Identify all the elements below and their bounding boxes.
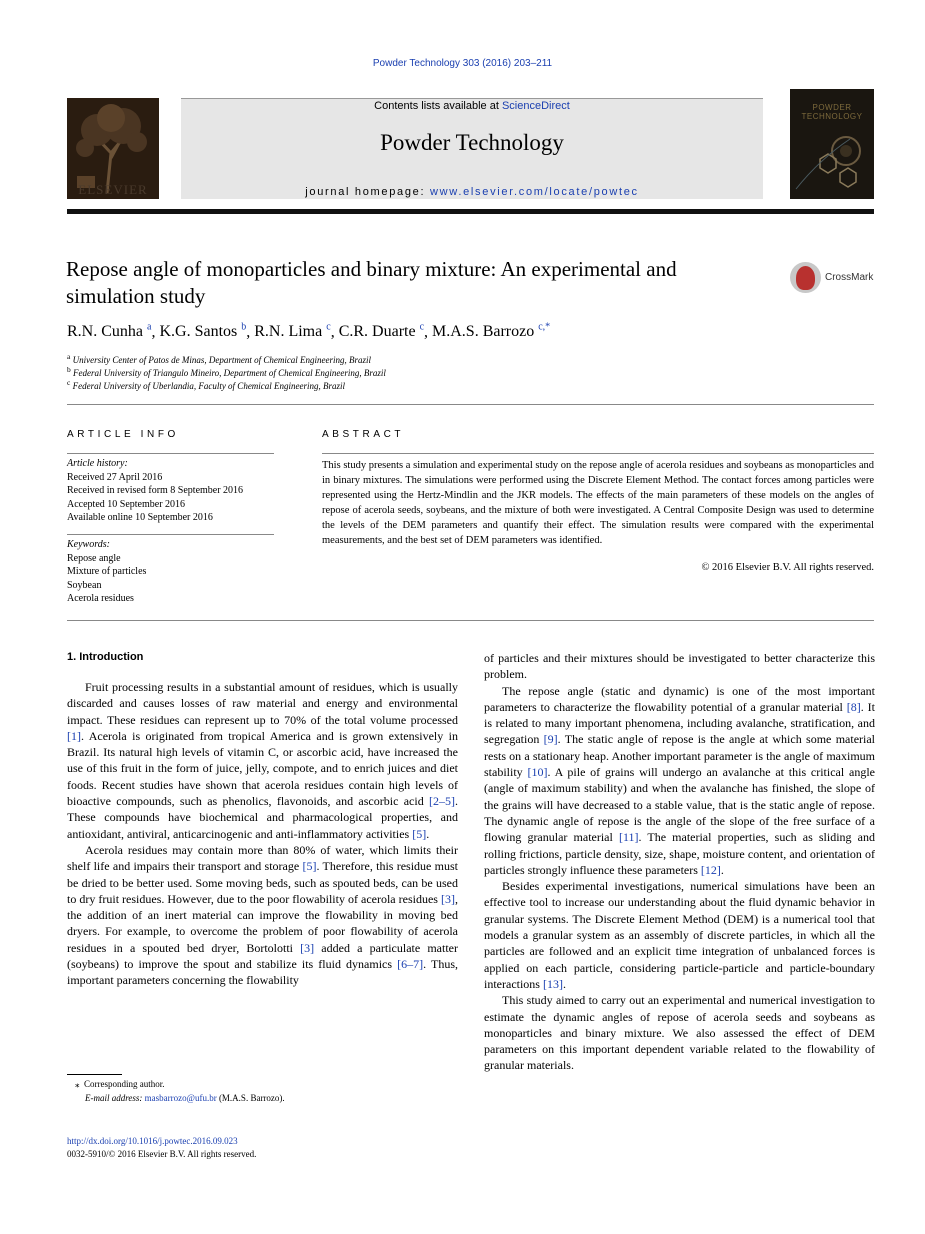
text-run: . — [562, 976, 566, 991]
footnote-marker: ⁎ — [75, 1079, 80, 1089]
text-run: Besides experimental investigations, numerical simulations have been an effective tool to increase our understanding about the fluid dynamic behavior in granular systems. The Discrete Element Method (DEM) is a numerical tool that models a granular system as an assembly of discrete particles, in which all the particles are followed and an explicit time integration of unbalanced forces is applied on each particle, considering particle-particle and particle-boundary interactions — [484, 879, 875, 991]
section-heading: 1. Introduction — [67, 651, 144, 663]
keyword: Repose angle — [67, 552, 121, 564]
journal-cover — [790, 89, 874, 199]
journal-title: Powder Technology — [380, 130, 564, 155]
doi-link[interactable]: http://dx.doi.org/10.1016/j.powtec.2016.09.023 — [67, 1136, 238, 1146]
cover-title: POWDER TECHNOLOGY — [801, 103, 863, 121]
text-run: . Therefore, this residue must be dried to be better used. Some moving beds, such as spouted beds, can be used to dry fruit residues. However, due to the poor flowability of acerola residues — [67, 859, 458, 906]
text-run: , the addition of an inert material can improve the flowability in moving bed dryers. For example, to overcome the problem of poor flowability of acerola residues in a spouted bed dryer, Bortolotti — [67, 891, 458, 955]
paragraph — [67, 679, 458, 842]
text-run: . It is related to many important phenomena, including avalanche, stratification, and segregation — [484, 699, 875, 747]
left-paragraphs — [67, 679, 458, 989]
text-run: . The material properties, such as sliding and rolling frictions, particle density, size, shape, moisture content, and orientation of particles strongly influence these parameters — [484, 830, 875, 877]
text-run: . Thus, important parameters concerning the flowability — [67, 957, 458, 988]
paragraph — [484, 683, 875, 879]
abstract-heading: ABSTRACT — [322, 429, 405, 440]
text-run: This study aimed to carry out an experimental and numerical investigation to estimate the dynamic angles of repose of acerola seeds and soybeans as monoparticles and binary mixture. We also assessed the effect of DEM parameters on this important dependent variable related to the flowability of granular materials. — [484, 993, 875, 1073]
text-run: . These compounds have biochemical and pharmacological properties, and antioxidant, antiviral, anticarcinogenic and anti-inflammatory activities — [67, 794, 458, 841]
page-footer — [67, 1135, 256, 1160]
citation-link[interactable]: [5] — [412, 826, 427, 841]
homepage-link[interactable]: www.elsevier.com/locate/powtec — [430, 186, 639, 198]
author-list: R.N. Cunha $^a$, K.G. Santos $^b$, R.N. Lima $^c$, C.R. Duarte $^c$, M.A.S. Barrozo $^{c,*}$ — [67, 322, 551, 341]
text-run: The repose angle (static and dynamic) is one of the most important parameters to characterize the flowability potential of a granular material — [484, 683, 875, 714]
article-history-label: Article history: — [67, 458, 128, 469]
issn-copyright: 0032-5910/© 2016 Elsevier B.V. All rights reserved. — [67, 1148, 257, 1159]
paragraph — [484, 992, 875, 1073]
right-paragraphs — [484, 650, 875, 1074]
elsevier-logo-text: ELSEVIER — [78, 182, 148, 197]
author: C.R. Duarte $^c$ — [338, 322, 425, 341]
text-run: . — [426, 826, 430, 841]
paragraph — [484, 650, 875, 683]
contents-prefix: Contents lists available at — [374, 100, 502, 112]
sciencedirect-link[interactable]: ScienceDirect — [501, 100, 570, 112]
citation-link[interactable]: [3] — [300, 940, 315, 955]
abstract-copyright: © 2016 Elsevier B.V. All rights reserved. — [701, 562, 874, 573]
divider — [67, 404, 874, 405]
keywords — [67, 538, 277, 606]
author: R.N. Cunha $^a$ — [67, 322, 152, 341]
divider — [67, 453, 274, 454]
author-affiliation-link[interactable]: a — [147, 322, 152, 333]
paragraph — [484, 878, 875, 992]
article-history — [67, 457, 277, 525]
divider — [67, 620, 874, 621]
keywords-label: Keywords: — [67, 539, 110, 550]
body-column-right — [484, 650, 875, 1074]
citation-link[interactable]: [8] — [846, 699, 861, 714]
citation-link[interactable]: [10] — [527, 765, 548, 780]
text-run: . The static angle of repose is the angle at which some material rests on a stationary heap. Another important parameter is the angle of maximum stability — [484, 732, 876, 780]
crossmark-badge[interactable] — [790, 261, 880, 295]
divider — [322, 453, 874, 454]
author-affiliation-link[interactable]: b — [241, 322, 247, 333]
text-run: added a particulate matter (soybeans) to improve the spout and stabilize its fluid dynamics — [67, 940, 458, 972]
corresponding-author-note: ⁎ Corresponding author. — [75, 1079, 165, 1089]
article-info-heading: ARTICLE INFO — [67, 429, 179, 440]
author-affiliation-link[interactable]: c,* — [538, 322, 551, 333]
article-title — [66, 256, 766, 310]
paragraph — [67, 842, 458, 989]
author: K.G. Santos $^b$ — [159, 322, 247, 341]
email-note: E-mail address: masbarrozo@ufu.br (M.A.S. Barrozo). — [85, 1092, 285, 1103]
citation-link[interactable]: [2–5] — [429, 794, 455, 809]
history-item: Received in revised form 8 September 2016 — [67, 485, 244, 496]
author-affiliation-link[interactable]: c — [419, 322, 425, 333]
contents-line — [181, 100, 763, 112]
citation-link[interactable]: [6–7] — [397, 957, 424, 972]
keyword: Acerola residues — [67, 593, 134, 604]
text-run: Fruit processing results in a substantial amount of residues, which is usually discarded and causes losses of raw material and energy and environmental impact. These residues can represent up to 70% of the total volume processed — [67, 680, 458, 727]
crossmark-label: CrossMark — [825, 272, 874, 283]
citation-link[interactable]: [12] — [700, 862, 721, 877]
author: R.N. Lima $^c$ — [254, 322, 331, 341]
footnote — [67, 1078, 285, 1105]
citation-link[interactable]: [5] — [302, 859, 317, 874]
history-item: Received 27 April 2016 — [67, 471, 163, 483]
affiliation: $^c$ Federal University of Uberlandia, Faculty of Chemical Engineering, Brazil — [67, 378, 346, 391]
cover-art-icon — [790, 89, 874, 199]
author: M.A.S. Barrozo $^{c,*}$ — [432, 322, 551, 341]
text-run: of particles and their mixtures should be investigated to better characterize this problem. — [484, 651, 875, 682]
abstract-text: This study presents a simulation and experimental study on the repose angle of acerola residues and soybeans as monoparticles and in binary mixtures. The simulations were performed using the Discrete Element Method. The contact forces among particles were represented using the Hertz-Mindlin and the JKR models. The effects of the main parameters of these models on the angles of repose of acerola seeds, soybeans, and the mixture of both were investigated. A Central Composite Design was used to determine the levels of the DEM parameters and quantify their effect. The simulation results were compared with the experimental measurements, and the best set of DEM parameters was identified. — [322, 460, 874, 546]
citation-link[interactable]: [9] — [543, 732, 558, 747]
article-title-line-2: simulation study — [66, 284, 206, 308]
header-rule — [67, 209, 874, 214]
body-column-left — [67, 650, 458, 989]
affiliation: $^b$ Federal University of Triangulo Mineiro, Department of Chemical Engineering, Brazil — [67, 365, 386, 378]
citation-link[interactable]: [3] — [441, 891, 455, 906]
homepage-line — [181, 186, 763, 198]
article-title-line-1: Repose angle of monoparticles and binary mixture: An experimental and — [66, 257, 677, 281]
footnote-rule — [67, 1074, 122, 1075]
email-link[interactable]: masbarrozo@ufu.br — [144, 1092, 217, 1103]
elsevier-logo — [67, 98, 159, 199]
keyword: Mixture of particles — [67, 566, 147, 577]
text-run: Acerola residues may contain more than 80% of water, which limits their shelf life and impairs their transport and storage — [67, 842, 458, 874]
history-item: Accepted 10 September 2016 — [67, 498, 186, 510]
homepage-prefix: journal homepage: — [305, 186, 431, 198]
citation-link[interactable]: [1] — [67, 728, 81, 743]
text-run: . A pile of grains will undergo an avalanche at this critical angle (angle of maximum stability) and when the avalanche has finished, the slope of the grains will have decreased to a stable value, that is the static angle of repose. The dynamic angle of repose is the angle of the slope of the free surface of a flowing granular material — [484, 765, 875, 845]
divider — [67, 534, 274, 535]
citation-link[interactable]: [13] — [542, 976, 563, 991]
crossmark-icon — [790, 262, 821, 293]
author-affiliation-link[interactable]: c — [326, 322, 331, 333]
journal-reference[interactable]: Powder Technology 303 (2016) 203–211 — [372, 58, 553, 69]
citation-link[interactable]: [11] — [618, 830, 639, 845]
history-item: Available online 10 September 2016 — [67, 512, 213, 523]
text-run: . Acerola is originated from tropical America and is grown extensively in Brazil. Its natural high levels of vitamin C, or ascorbic acid, have increased the use of this fruit in the form of juice, jelly, compote, and to enrich juices and diet foods. Recent studies have shown that acerola residues contain high levels of bioactive compounds, such as phenolics, flavonoids, and ascorbic acid — [67, 728, 458, 809]
text-run: . — [720, 862, 724, 877]
affiliation: $^a$ University Center of Patos de Minas, Department of Chemical Engineering, Brazil — [67, 352, 372, 365]
keyword: Soybean — [67, 579, 102, 591]
